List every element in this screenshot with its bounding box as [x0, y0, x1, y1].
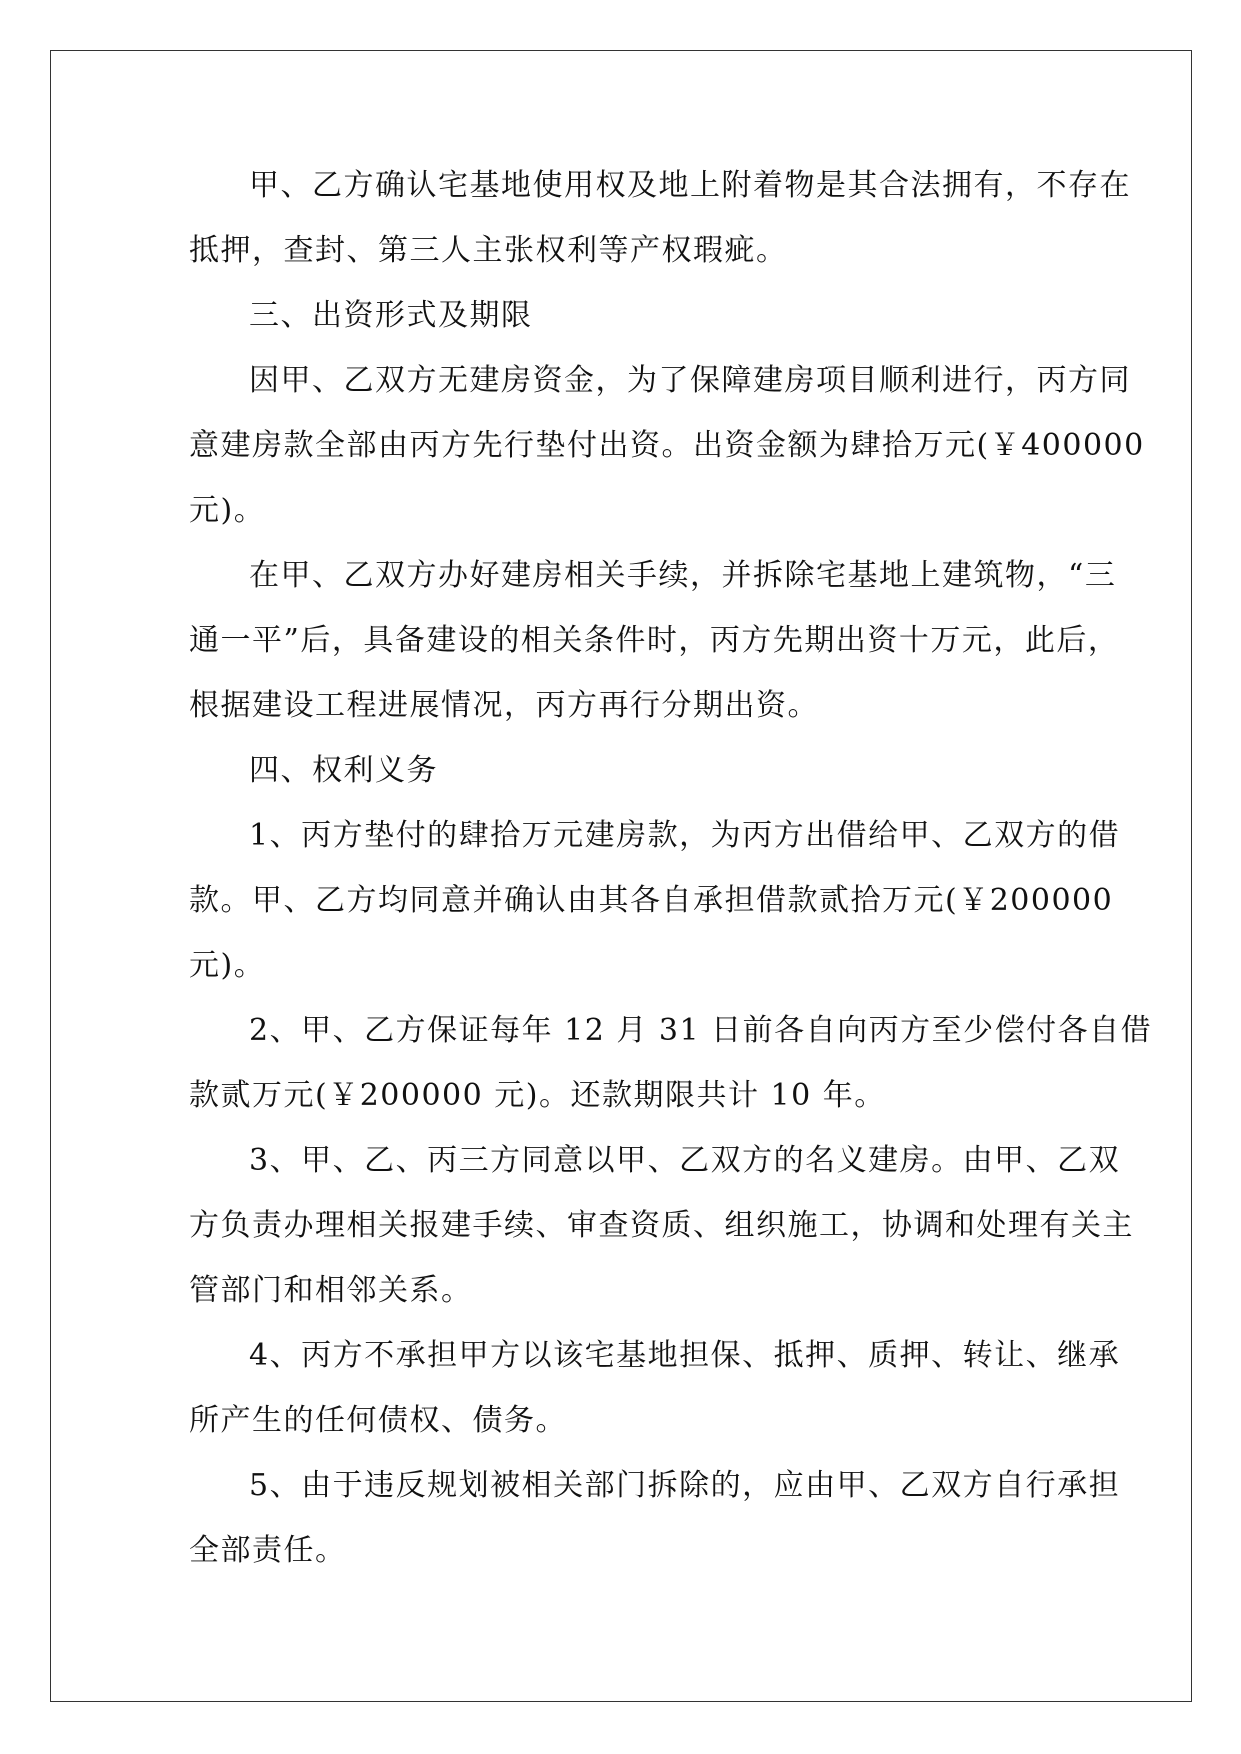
section-heading-funding [189, 283, 1059, 348]
paragraph-line: 款。甲、乙方均同意并确认由其各自承担借款贰拾万元(￥200000 [189, 883, 1114, 918]
paragraph-line: 在甲、乙双方办好建房相关手续，并拆除宅基地上建筑物，“三 [249, 558, 1117, 593]
paragraph-line: 全部责任。 [189, 1533, 347, 1568]
clause-2 [189, 998, 1153, 1128]
clause-4 [189, 1323, 1121, 1453]
paragraph-line: 5、由于违反规划被相关部门拆除的，应由甲、乙双方自行承担 [249, 1468, 1121, 1503]
paragraph-line: 管部门和相邻关系。 [189, 1273, 473, 1308]
paragraph-line: 3、甲、乙、丙三方同意以甲、乙双方的名义建房。由甲、乙双 [249, 1143, 1121, 1178]
section-heading-text: 三、出资形式及期限 [249, 298, 533, 333]
paragraph-line: 意建房款全部由丙方先行垫付出资。出资金额为肆拾万元(￥400000 [189, 428, 1145, 463]
paragraph-line: 因甲、乙双方无建房资金，为了保障建房项目顺利进行，丙方同 [249, 363, 1131, 398]
paragraph-line: 方负责办理相关报建手续、审查资质、组织施工，协调和处理有关主 [189, 1208, 1134, 1243]
paragraph-line: 所产生的任何债权、债务。 [189, 1403, 567, 1438]
paragraph-line: 元)。 [189, 493, 266, 528]
paragraph-line: 通一平”后，具备建设的相关条件时，丙方先期出资十万元，此后， [189, 623, 1120, 658]
clause-5 [189, 1453, 1121, 1583]
paragraph-line: 1、丙方垫付的肆拾万元建房款，为丙方出借给甲、乙双方的借 [249, 818, 1121, 853]
paragraph-line: 甲、乙方确认宅基地使用权及地上附着物是其合法拥有，不存在 [249, 168, 1131, 203]
section-heading-text: 四、权利义务 [249, 753, 438, 788]
paragraph-funding-source [189, 348, 1145, 543]
clause-3 [189, 1128, 1134, 1323]
paragraph-line: 2、甲、乙方保证每年 12 月 31 日前各自向丙方至少偿付各自借 [249, 1013, 1153, 1048]
paragraph-line: 元)。 [189, 948, 266, 983]
section-heading-rights [189, 738, 1059, 803]
clause-1 [189, 803, 1121, 998]
paragraph-property-confirmation [189, 153, 1131, 283]
paragraph-line: 款贰万元(￥200000 元)。还款期限共计 10 年。 [189, 1078, 886, 1113]
document-body [189, 153, 1153, 1583]
paragraph-line: 抵押，查封、第三人主张权利等产权瑕疵。 [189, 233, 788, 268]
paragraph-line: 4、丙方不承担甲方以该宅基地担保、抵押、质押、转让、继承 [249, 1338, 1121, 1373]
paragraph-funding-schedule [189, 543, 1120, 738]
paragraph-line: 根据建设工程进展情况，丙方再行分期出资。 [189, 688, 819, 723]
